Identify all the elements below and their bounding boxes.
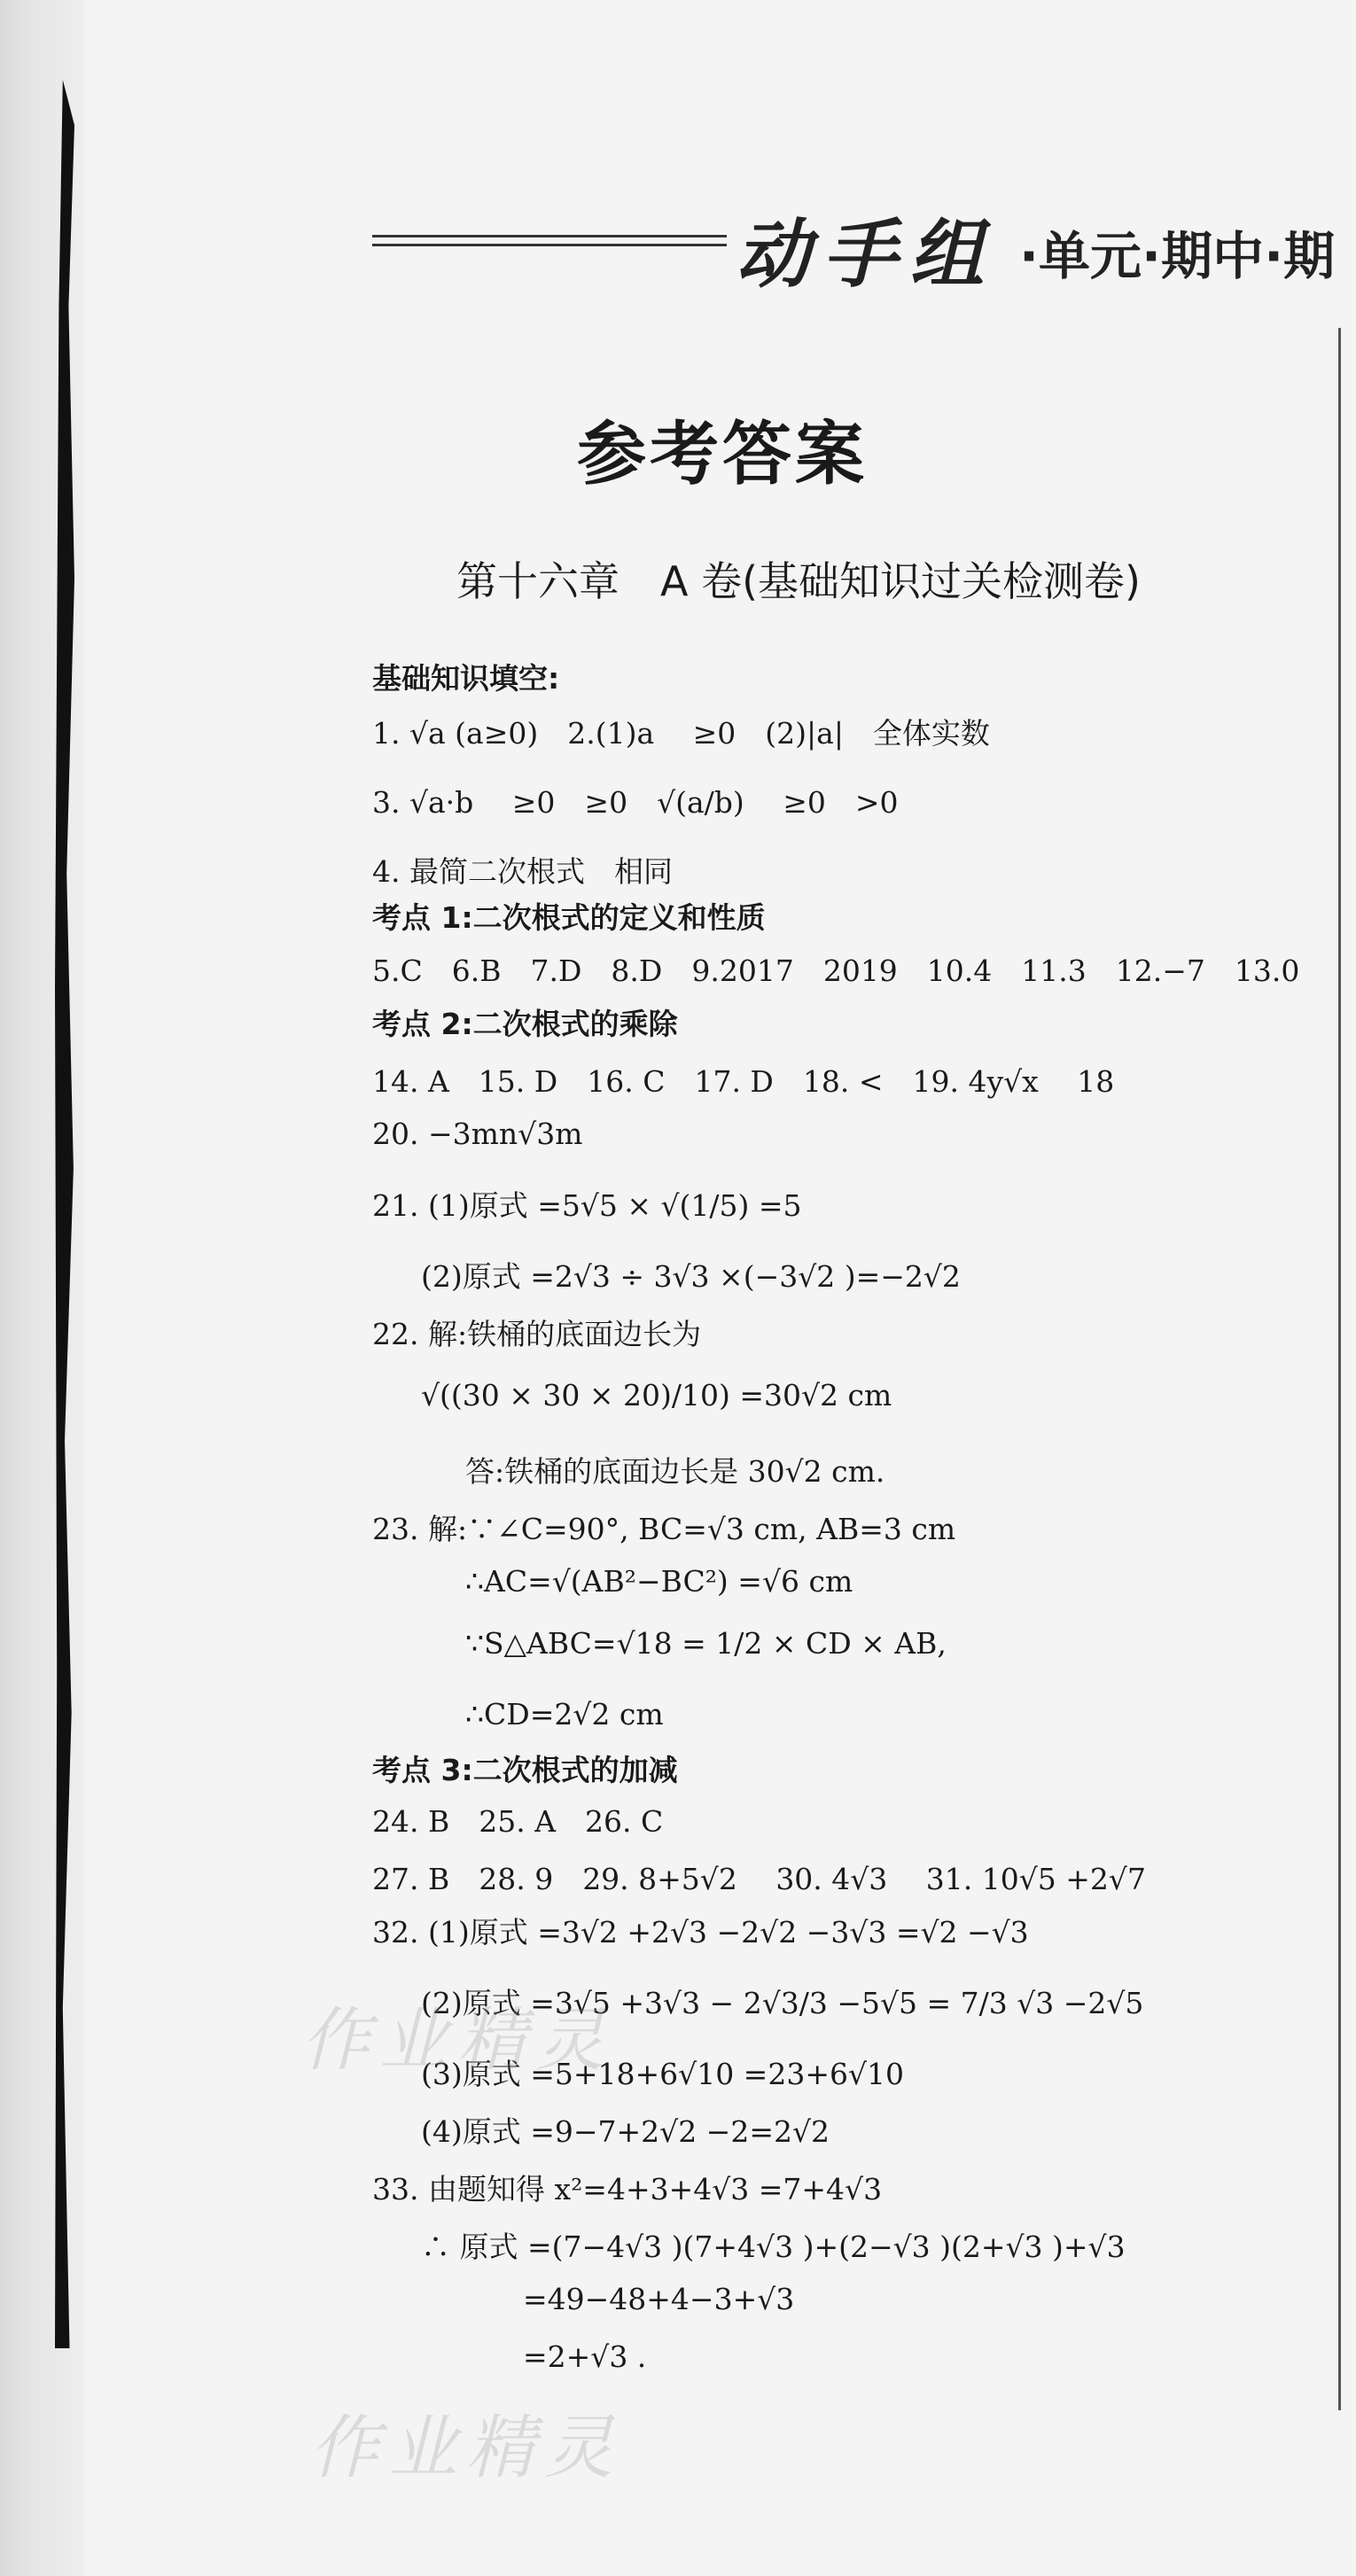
section-k2: 考点 2:二次根式的乘除 bbox=[372, 1007, 678, 1041]
answer-line: (3)原式 =5+18+6√10 =23+6√10 bbox=[421, 2057, 904, 2091]
answer-line: (4)原式 =9−7+2√2 −2=2√2 bbox=[421, 2114, 830, 2149]
watermark: 作业精灵 bbox=[301, 2001, 614, 2081]
answer-line: 4. 最简二次根式 相同 bbox=[372, 854, 673, 889]
section-k1: 考点 1:二次根式的定义和性质 bbox=[372, 900, 766, 935]
page-title: 参考答案 bbox=[576, 414, 868, 494]
header-subtitle: ·单元·期中·期 bbox=[1019, 226, 1336, 286]
header-rule bbox=[372, 235, 727, 253]
answer-line: (2)原式 =2√3 ÷ 3√3 ×(−3√2 )=−2√2 bbox=[421, 1259, 961, 1294]
page-shadow bbox=[0, 0, 84, 2576]
answer-line: 23. 解:∵∠C=90°, BC=√3 cm, AB=3 cm bbox=[372, 1512, 956, 1546]
answer-line: 24. B 25. A 26. C bbox=[372, 1804, 664, 1839]
watermark: 作业精灵 bbox=[310, 2409, 623, 2488]
section-basic: 基础知识填空: bbox=[372, 661, 560, 696]
answer-line: ∴AC=√(AB²−BC²) =√6 cm bbox=[465, 1564, 853, 1599]
answer-line: ∴CD=2√2 cm bbox=[465, 1697, 664, 1732]
answer-line: 22. 解:铁桶的底面边长为 bbox=[372, 1317, 702, 1351]
answer-line: 33. 由题知得 x²=4+3+4√3 =7+4√3 bbox=[372, 2172, 883, 2206]
answer-line: 27. B 28. 9 29. 8+5√2 30. 4√3 31. 10√5 +2√7 bbox=[372, 1862, 1146, 1896]
answer-line: 答:铁桶的底面边长是 30√2 cm. bbox=[465, 1454, 885, 1489]
answer-line: 3. √a·b ≥0 ≥0 √(a/b) ≥0 >0 bbox=[372, 785, 899, 820]
section-k3: 考点 3:二次根式的加减 bbox=[372, 1753, 678, 1787]
answer-line: 21. (1)原式 =5√5 × √(1/5) =5 bbox=[372, 1188, 802, 1223]
right-margin-rule bbox=[1338, 328, 1341, 2410]
answer-line: 5.C 6.B 7.D 8.D 9.2017 2019 10.4 11.3 12.−7 13.0 bbox=[372, 953, 1300, 988]
answer-line: 14. A 15. D 16. C 17. D 18. < 19. 4y√x 18 bbox=[372, 1064, 1115, 1099]
header bbox=[372, 195, 1356, 298]
answer-line: ∴ 原式 =(7−4√3 )(7+4√3 )+(2−√3 )(2+√3 )+√3 bbox=[421, 2230, 1126, 2264]
answer-line: ∵S△ABC=√18 = 1/2 × CD × AB, bbox=[465, 1626, 947, 1661]
answer-line: √((30 × 30 × 20)/10) =30√2 cm bbox=[421, 1378, 892, 1413]
header-logo: 动手组 bbox=[736, 210, 997, 298]
answer-line: 32. (1)原式 =3√2 +2√3 −2√2 −3√3 =√2 −√3 bbox=[372, 1915, 1029, 1950]
answer-line: =49−48+4−3+√3 bbox=[523, 2282, 795, 2316]
chapter-subtitle: 第十六章 A 卷(基础知识过关检测卷) bbox=[456, 557, 1141, 605]
answer-line: =2+√3 . bbox=[523, 2339, 647, 2374]
answer-line: 20. −3mn√3m bbox=[372, 1117, 583, 1151]
answer-line: (2)原式 =3√5 +3√3 − 2√3/3 −5√5 = 7/3 √3 −2√5 bbox=[421, 1986, 1144, 2020]
answer-line: 1. √a (a≥0) 2.(1)a ≥0 (2)|a| 全体实数 bbox=[372, 716, 990, 751]
